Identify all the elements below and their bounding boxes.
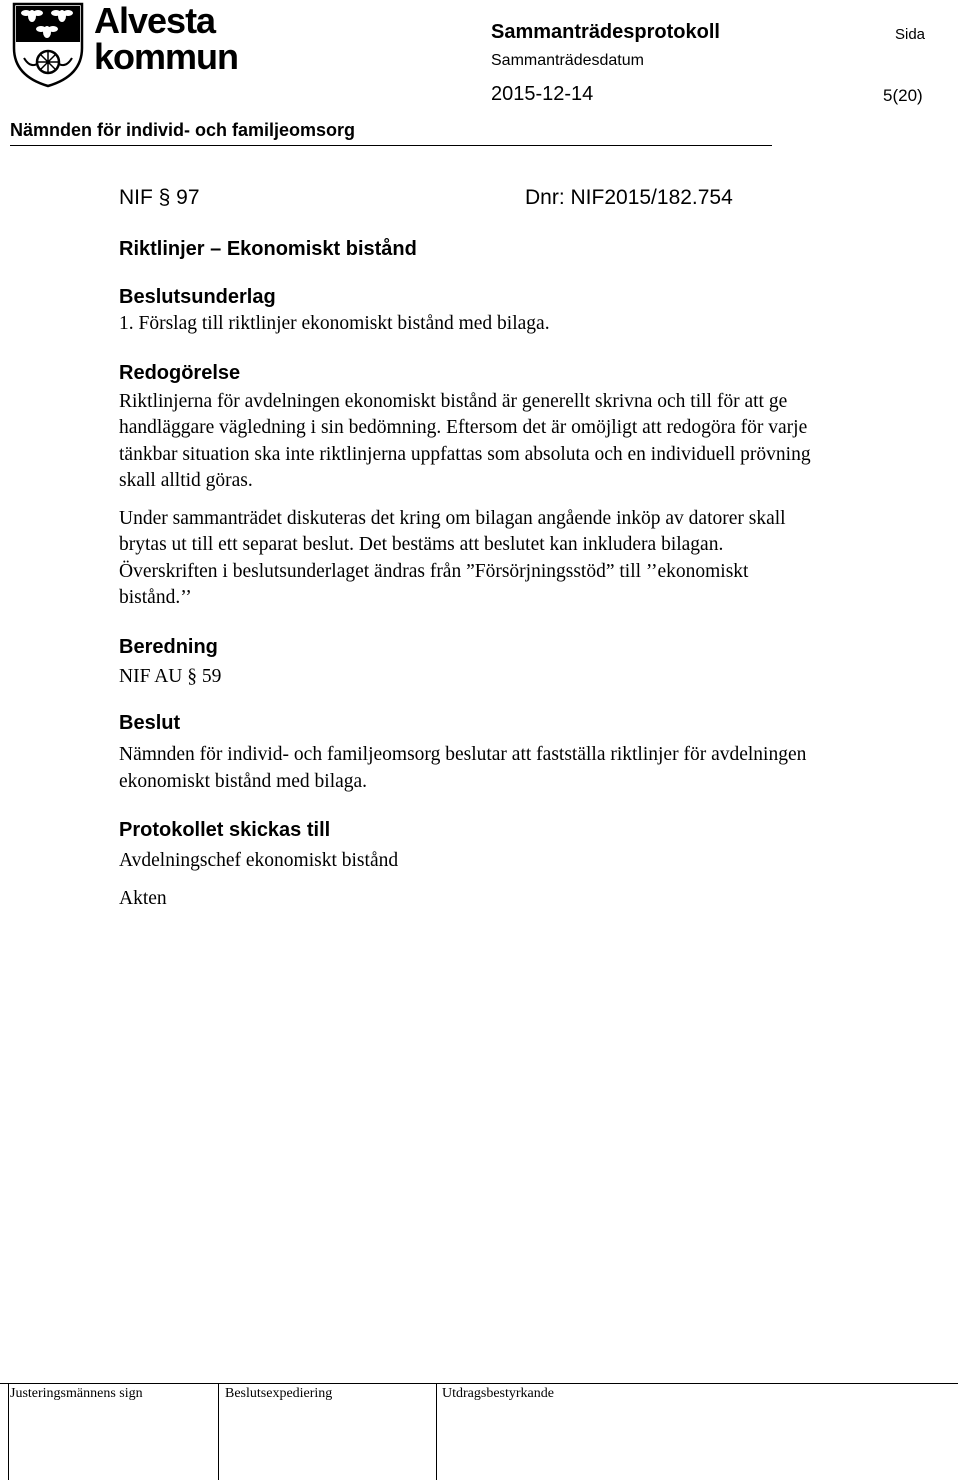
- case-row: [119, 186, 819, 216]
- footer-dispatch-label: Beslutsexpediering: [225, 1386, 333, 1401]
- registry-number: Dnr: NIF2015/182.754: [525, 186, 733, 209]
- recipients-heading: Protokollet skickas till: [119, 819, 331, 841]
- preparation-heading: Beredning: [119, 635, 218, 658]
- preparation-text: NIF AU § 59: [119, 665, 222, 687]
- meeting-date-label: Sammanträdesdatum: [491, 52, 644, 69]
- logo-text-line1: Alvesta: [94, 0, 216, 41]
- basis-item: 1. Förslag till riktlinjer ekonomiskt bistånd med bilaga.: [119, 313, 550, 334]
- case-number: NIF § 97: [119, 186, 200, 209]
- committee-name: Nämnden för individ- och familjeomsorg: [10, 120, 356, 140]
- account-paragraph: Riktlinjerna för avdelningen ekonomiskt bistånd är generellt skrivna och till för att ge handläggare vägledning i sin bedömning. Eftersom det är omöjligt att redogöra för varje tänkbar situation ska inte riktlinjerna uppfattas som absoluta och en individuell prövning skall alltid göras.: [119, 390, 811, 491]
- recipient-item: Akten: [119, 887, 167, 909]
- recipient-item: Avdelningschef ekonomiskt bistånd: [119, 850, 399, 871]
- page-label: Sida: [895, 26, 926, 43]
- protocol-body: [119, 186, 819, 912]
- decision-heading: Beslut: [119, 712, 181, 734]
- account-heading: Redogörelse: [119, 361, 241, 384]
- footer-extract-label: Utdragsbestyrkande: [442, 1386, 554, 1401]
- account-paragraph: Under sammanträdet diskuteras det kring om bilagan angående inköp av datorer skall brytas ut till ett separat beslut. Det bestäms att beslutet kan inkludera bilagan. Överskriften i beslutsunderlaget ändras från ”Försörjningsstöd” till ’’ekonomiskt bistånd.’’: [119, 507, 786, 608]
- header-divider: [10, 145, 772, 146]
- footer-column-divider: [436, 1384, 437, 1480]
- document-title: Sammanträdesprotokoll: [491, 21, 720, 43]
- decision-text: Nämnden för individ- och familjeomsorg beslutar att fastställa riktlinjer för avdelningen ekonomiskt bistånd med bilaga.: [119, 744, 807, 792]
- logo-text-line2: kommun: [94, 36, 239, 77]
- municipality-logo: [10, 2, 240, 88]
- footer-divider: [0, 1383, 958, 1384]
- footer-column-divider: [8, 1384, 9, 1480]
- meeting-date-value: 2015-12-14: [491, 83, 594, 105]
- footer-signature-label: Justeringsmännens sign: [10, 1386, 143, 1401]
- case-title: Riktlinjer – Ekonomiskt bistånd: [119, 238, 417, 260]
- footer-column-divider: [218, 1384, 219, 1480]
- page-number: 5(20): [883, 86, 923, 105]
- basis-heading: Beslutsunderlag: [119, 286, 276, 308]
